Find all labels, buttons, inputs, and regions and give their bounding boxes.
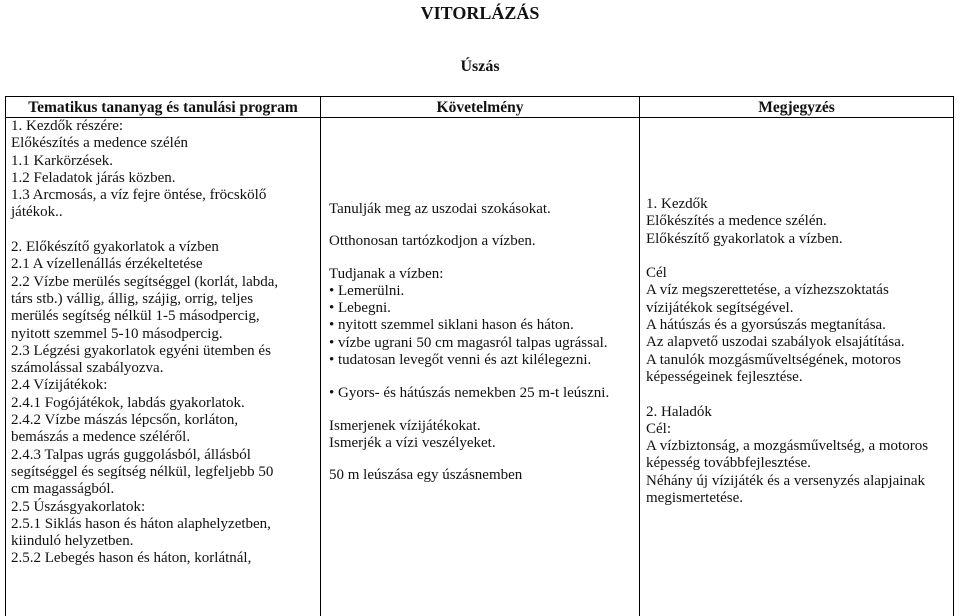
note-line: A hátúszás és a gyorsúszás megtanítása.: [646, 317, 886, 334]
requirement-bullet: • tudatosan levegőt venni és azt kilélegezni.: [321, 352, 639, 369]
program-column: [6, 118, 321, 616]
requirement-column: [321, 118, 640, 616]
header-notes: Megjegyzés: [640, 97, 953, 118]
program-line: 2. Előkészítő gyakorlatok a vízben: [11, 239, 219, 256]
note-line: A vízbiztonság, a mozgásműveltség, a motoros: [646, 438, 929, 455]
header-program: Tematikus tananyag és tanulási program: [6, 97, 321, 118]
program-line: számolással szabályozva.: [11, 360, 164, 377]
program-line: 1. Kezdők részére:: [11, 118, 124, 134]
program-line: Előkészítés a medence szélén: [11, 135, 188, 152]
note-line: 2. Haladók: [646, 403, 712, 420]
notes-column: [640, 118, 953, 616]
note-line: vízijátékok segítségével.: [646, 299, 794, 316]
note-line: [640, 248, 953, 265]
program-line: társ stb.) vállig, állig, szájig, orrig, teljes: [11, 290, 254, 307]
requirement-line: Tudjanak a vízben:: [329, 265, 444, 282]
requirement-bullet: • nyitott szemmel siklani hason és háton.: [321, 317, 639, 334]
note-line: megismertetése.: [646, 490, 744, 507]
note-line: Előkészítő gyakorlatok a vízben.: [646, 230, 843, 247]
requirement-line: Otthonosan tartózkodjon a vízben.: [329, 233, 536, 250]
requirement-line: Ismerjék a vízi veszélyeket.: [329, 434, 496, 451]
program-line: játékok..: [11, 204, 63, 221]
requirement-bullet: • Lemerülni.: [321, 283, 639, 300]
program-line: segítséggel és segítség nélkül, legfeljebb 50: [11, 463, 274, 480]
note-line: A víz megszerettetése, a vízhezszoktatás: [646, 282, 889, 299]
curriculum-table: [5, 96, 954, 616]
note-line: Cél:: [646, 420, 671, 437]
note-line: 1. Kezdők: [646, 196, 708, 212]
requirement-bullet: • Lebegni.: [321, 300, 639, 317]
note-line: A tanulók mozgásműveltségének, motoros: [646, 351, 901, 368]
requirement-line: Ismerjenek vízijátékokat.: [329, 417, 481, 434]
program-line: 2.3 Légzési gyakorlatok egyéni ütemben és: [11, 342, 271, 359]
program-line: kiinduló helyzetben.: [11, 533, 134, 550]
document-title: VITORLÁZÁS: [420, 3, 540, 23]
program-line: 2.5 Úszásgyakorlatok:: [11, 498, 146, 515]
header-requirement: Követelmény: [321, 97, 640, 118]
note-line: Néhány új vízijáték és a versenyzés alapjainak: [646, 472, 926, 489]
note-line: képesség továbbfejlesztése.: [646, 455, 811, 472]
note-line: Cél: [646, 265, 667, 282]
program-line: 2.2 Vízbe merülés segítséggel (korlát, labda,: [11, 273, 279, 290]
program-line: 2.1 A vízellenállás érzékeltetése: [11, 256, 203, 273]
note-line: Az alapvető uszodai szabályok elsajátítása.: [646, 334, 905, 351]
document-subtitle: Úszás: [460, 58, 500, 75]
program-line: 2.4.2 Vízbe mászás lépcsőn, korláton,: [11, 412, 239, 429]
note-line: képességeinek fejlesztése.: [646, 368, 803, 385]
program-line: 1.1 Karkörzések.: [11, 152, 114, 169]
program-line: 2.4.3 Talpas ugrás guggolásból, állásból: [11, 446, 251, 463]
program-line: nyitott szemmel 5-10 másodpercig.: [11, 325, 223, 342]
program-line: 2.4.1 Fogójátékok, labdás gyakorlatok.: [11, 394, 245, 411]
program-line: [6, 222, 320, 239]
requirement-bullet: • vízbe ugrani 50 cm magasról talpas ugrással.: [321, 335, 639, 352]
note-line: [640, 386, 953, 403]
program-line: 2.5.1 Siklás hason és háton alaphelyzetben,: [11, 515, 271, 532]
requirement-line: 50 m leúszása egy úszásnemben: [329, 467, 523, 484]
program-line: 1.3 Arcmosás, a víz fejre öntése, fröcskölő: [11, 187, 267, 204]
requirement-line: Tanulják meg az uszodai szokásokat.: [329, 201, 551, 217]
program-line: cm magasságból.: [11, 481, 115, 498]
program-line: 2.4 Vízijátékok:: [11, 377, 108, 394]
program-line: 2.5.2 Lebegés hason és háton, korlátnál,: [11, 550, 252, 567]
program-line: bemászás a medence széléről.: [11, 429, 191, 446]
program-line: 1.2 Feladatok járás közben.: [11, 169, 176, 186]
note-line: Előkészítés a medence szélén.: [646, 213, 827, 230]
program-line: merülés segítség nélkül 1-5 másodpercig,: [11, 308, 260, 325]
requirement-bullet: • Gyors- és hátúszás nemekben 25 m-t leúszni.: [321, 385, 639, 402]
